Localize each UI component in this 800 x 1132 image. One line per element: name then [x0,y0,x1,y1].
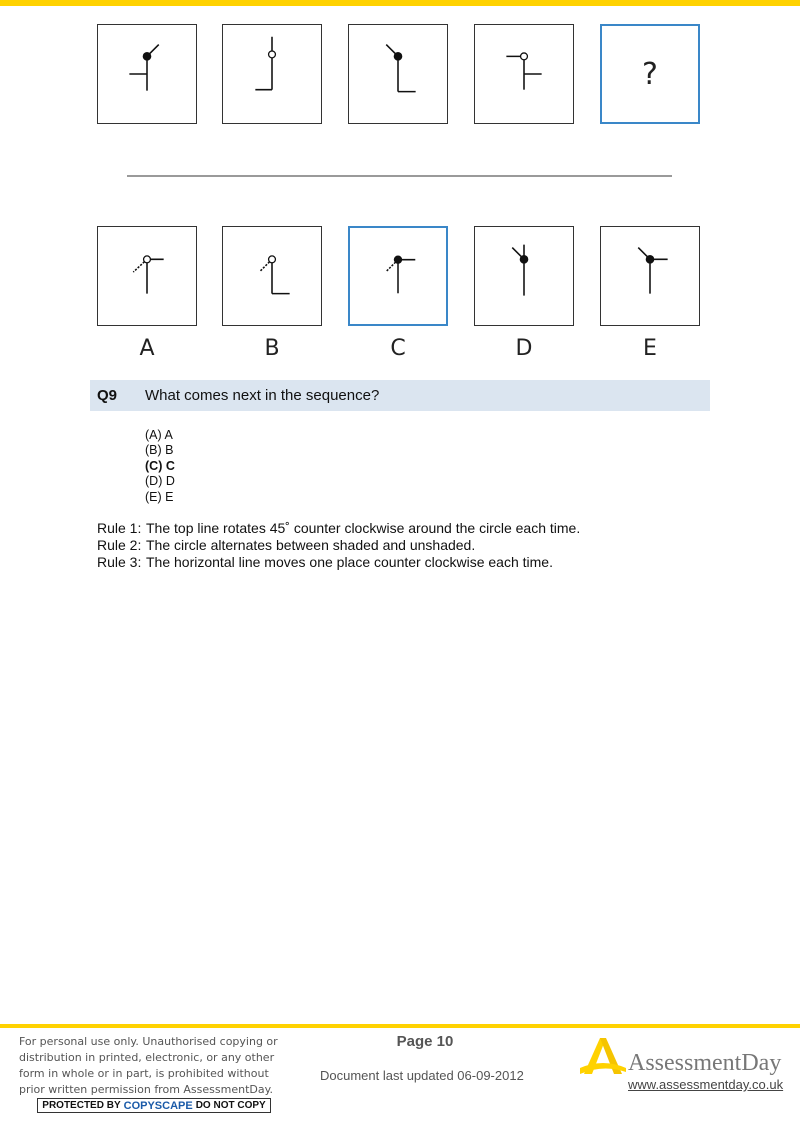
sequence-figure-4 [474,24,574,124]
answer-item-d: (D) D [145,474,175,489]
last-updated: Document last updated 06-09-2012 [320,1068,524,1083]
footer-disclaimer: For personal use only. Unauthorised copying or distribution in printed, electronic, or any other form in whole or in part, is prohibited without prior written permission from AssessmentDay. [19,1035,278,1096]
option-b-drawing [223,227,321,325]
copyscape-badge[interactable] [37,1098,271,1113]
option-e-label: E [643,336,657,361]
option-d-label: D [515,336,533,361]
option-c-drawing [350,228,446,324]
rules-list [97,520,580,571]
option-c-figure[interactable] [348,226,448,326]
option-b-figure[interactable] [222,226,322,326]
option-a-label: A [139,336,155,361]
answer-item-b: (B) B [145,443,174,458]
rule-label: Rule 1: [97,520,142,536]
option-d-drawing [475,227,573,325]
rule-text: The top line rotates 45˚ counter clockwise around the circle each time. [146,520,581,536]
footer-accent-line [0,1024,800,1028]
question-text: What comes next in the sequence? [145,387,380,404]
option-d-figure[interactable] [474,226,574,326]
sequence-figure-2 [222,24,322,124]
rule-row [97,520,580,537]
question-mark: ? [642,56,658,92]
assessmentday-logo-icon [578,1034,628,1078]
sequence-figure-2-drawing [223,25,321,123]
website-link[interactable]: www.assessmentday.co.uk [628,1077,784,1092]
answer-item-c-correct: (C) C [145,458,175,473]
sequence-figure-1-drawing [98,25,196,123]
missing-figure-box [600,24,700,124]
answer-item-e: (E) E [145,489,174,504]
rule-text: The circle alternates between shaded and unshaded. [146,537,476,553]
copyscape-suffix: DO NOT COPY [195,1100,266,1111]
option-a-figure[interactable] [97,226,197,326]
option-b-label: B [264,336,280,361]
sequence-figure-1 [97,24,197,124]
rule-row [97,537,580,554]
rule-row [97,554,580,571]
answer-item-a: (A) A [145,428,173,442]
option-e-drawing [601,227,699,325]
sequence-figure-3 [348,24,448,124]
sequence-figure-3-drawing [349,25,447,123]
copyscape-brand: COPYSCAPE [123,1099,193,1112]
top-accent-bar [0,0,800,6]
option-e-figure[interactable] [600,226,700,326]
question-bar [90,380,710,411]
option-c-label: C [390,336,406,361]
page-number: Page 10 [396,1033,454,1050]
sequence-figure-4-drawing [475,25,573,123]
assessmentday-logo-text: AssessmentDay [628,1050,782,1076]
rule-text: The horizontal line moves one place counter clockwise each time. [146,554,553,570]
option-a-drawing [98,227,196,325]
section-divider [127,175,672,177]
rule-label: Rule 3: [97,554,142,570]
copyscape-prefix: PROTECTED BY [42,1100,121,1111]
question-number: Q9 [97,387,118,404]
answer-list [145,428,175,505]
rule-label: Rule 2: [97,537,142,553]
